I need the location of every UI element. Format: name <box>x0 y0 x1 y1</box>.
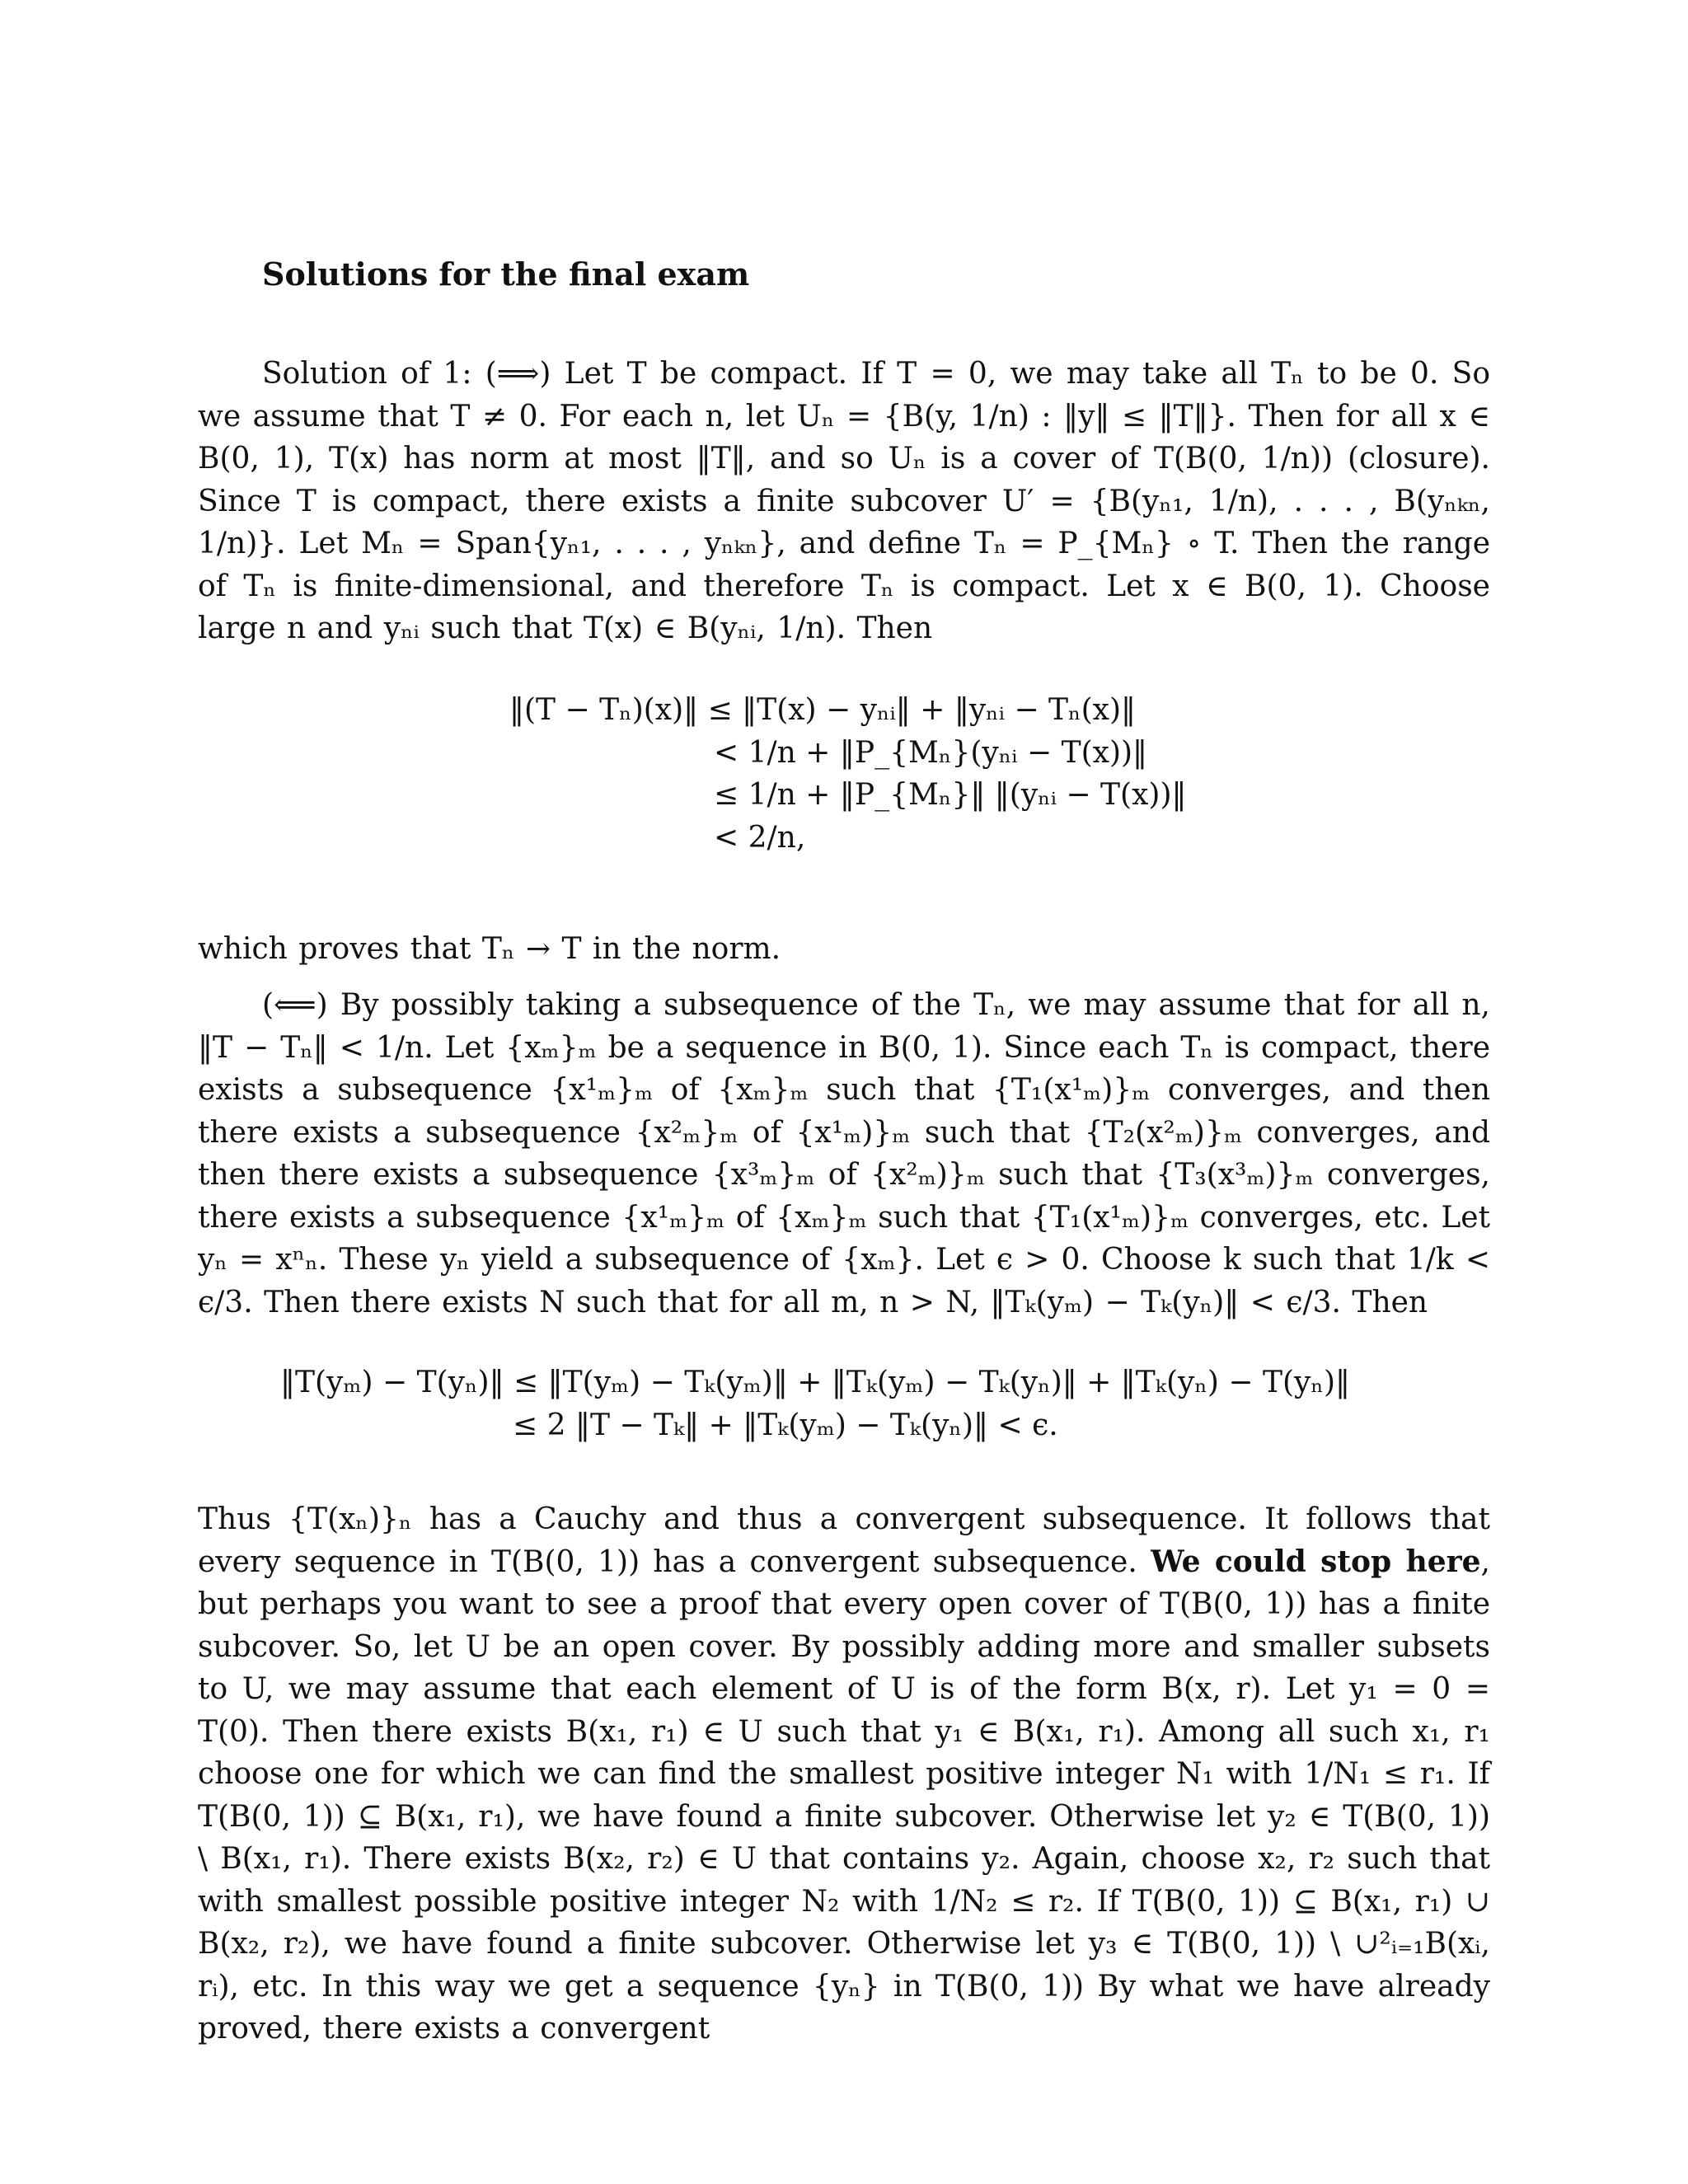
solution-paragraph-forward: Solution of 1: (⟹) Let T be compact. If T = 0, we may take all Tₙ to be 0. So we assume that T ≠ 0. For each n, let Uₙ = {B(y, 1/n) : ‖y‖ ≤ ‖T‖}. Then for all x ∈ B(0, 1), T(x) has norm at most ‖T‖, and so Uₙ is a cover of T(B(0, 1/n)) (closure). Since T is compact, there exists a finite subcover U′ = {B(yₙ₁, 1/n), . . . , B(yₙₖₙ, 1/n)}. Let Mₙ = Span{yₙ₁, . . . , yₙₖₙ}, and define Tₙ = P_{Mₙ} ∘ T. Then the range of Tₙ is finite-dimensional, and therefore Tₙ is compact. Let x ∈ B(0, 1). Choose large n and yₙᵢ such that T(x) ∈ B(yₙᵢ, 1/n). Then <box>198 357 1490 645</box>
equation-line: < 2/n, <box>714 820 806 855</box>
paragraph-text: , but perhaps you want to see a proof that every open cover of T(B(0, 1)) has a finite subcover. So, let U be an open cover. By possibly adding more and smaller subsets to U, we may assume that each element of U is of the form B(x, r). Let y₁ = 0 = T(0). Then there exists B(x₁, r₁) ∈ U such that y₁ ∈ B(x₁, r₁). Among all such x₁, r₁ choose one for which we can find the smallest positive integer N₁ with 1/N₁ ≤ r₁. If T(B(0, 1)) ⊆ B(x₁, r₁), we have found a finite subcover. Otherwise let y₂ ∈ T(B(0, 1)) \ B(x₁, r₁). There exists B(x₂, r₂) ∈ U that contains y₂. Again, choose x₂, r₂ such that with smallest possible positive integer N₂ with 1/N₂ ≤ r₂. If T(B(0, 1)) ⊆ B(x₁, r₁) ∪ B(x₂, r₂), we have found a finite subcover. Otherwise let y₃ ∈ T(B(0, 1)) \ ∪²ᵢ₌₁B(xᵢ, rᵢ), etc. In this way we get a sequence {yₙ} in T(B(0, 1)) By what we have already proved, there exists a convergent <box>198 1544 1490 2046</box>
equation-line: ‖T(yₘ) − T(yₙ)‖ ≤ ‖T(yₘ) − Tₖ(yₘ)‖ + ‖Tₖ(yₘ) − Tₖ(yₙ)‖ + ‖Tₖ(yₙ) − T(yₙ)‖ <box>280 1366 1351 1399</box>
equation-line: ≤ 2 ‖T − Tₖ‖ + ‖Tₖ(yₘ) − Tₖ(yₙ)‖ < ϵ. <box>513 1408 1058 1442</box>
equation-line: ≤ 1/n + ‖P_{Mₙ}‖ ‖(yₙᵢ − T(x))‖ <box>714 778 1187 812</box>
paragraph-text: Thus {T(xₙ)}ₙ has a Cauchy and thus a convergent subsequence. It follows that every sequence in T(B(0, 1)) has a convergent subsequence. <box>198 1502 1490 1579</box>
equation-norm-estimate <box>509 689 1187 859</box>
solution-paragraph-cover <box>198 1498 1490 2050</box>
conclusion-line: which proves that Tₙ → T in the norm. <box>198 932 781 966</box>
equation-cauchy-estimate <box>280 1361 1350 1446</box>
emphasis-text: We could stop here <box>1151 1544 1481 1579</box>
equation-line: < 1/n + ‖P_{Mₙ}(yₙᵢ − T(x))‖ <box>714 735 1148 770</box>
equation-line: ‖(T − Tₙ)(x)‖ ≤ ‖T(x) − yₙᵢ‖ + ‖yₙᵢ − Tₙ(x)‖ <box>509 693 1137 727</box>
solution-paragraph-converse: (⟸) By possibly taking a subsequence of the Tₙ, we may assume that for all n, ‖T − Tₙ‖ < 1/n. Let {xₘ}ₘ be a sequence in B(0, 1). Since each Tₙ is compact, there exists a subsequence {x¹ₘ}ₘ of {xₘ}ₘ such that {T₁(x¹ₘ)}ₘ converges, and then there exists a subsequence {x²ₘ}ₘ of {x¹ₘ)}ₘ such that {T₂(x²ₘ)}ₘ converges, and then there exists a subsequence {x³ₘ}ₘ of {x²ₘ)}ₘ such that {T₃(x³ₘ)}ₘ converges, there exists a subsequence {x¹ₘ}ₘ of {xₘ}ₘ such that {T₁(x¹ₘ)}ₘ converges, etc. Let yₙ = xⁿₙ. These yₙ yield a subsequence of {xₘ}. Let ϵ > 0. Choose k such that 1/k < ϵ/3. Then there exists N such that for all m, n > N, ‖Tₖ(yₘ) − Tₖ(yₙ)‖ < ϵ/3. Then <box>198 988 1490 1319</box>
page-title: Solutions for the final exam <box>262 255 750 293</box>
